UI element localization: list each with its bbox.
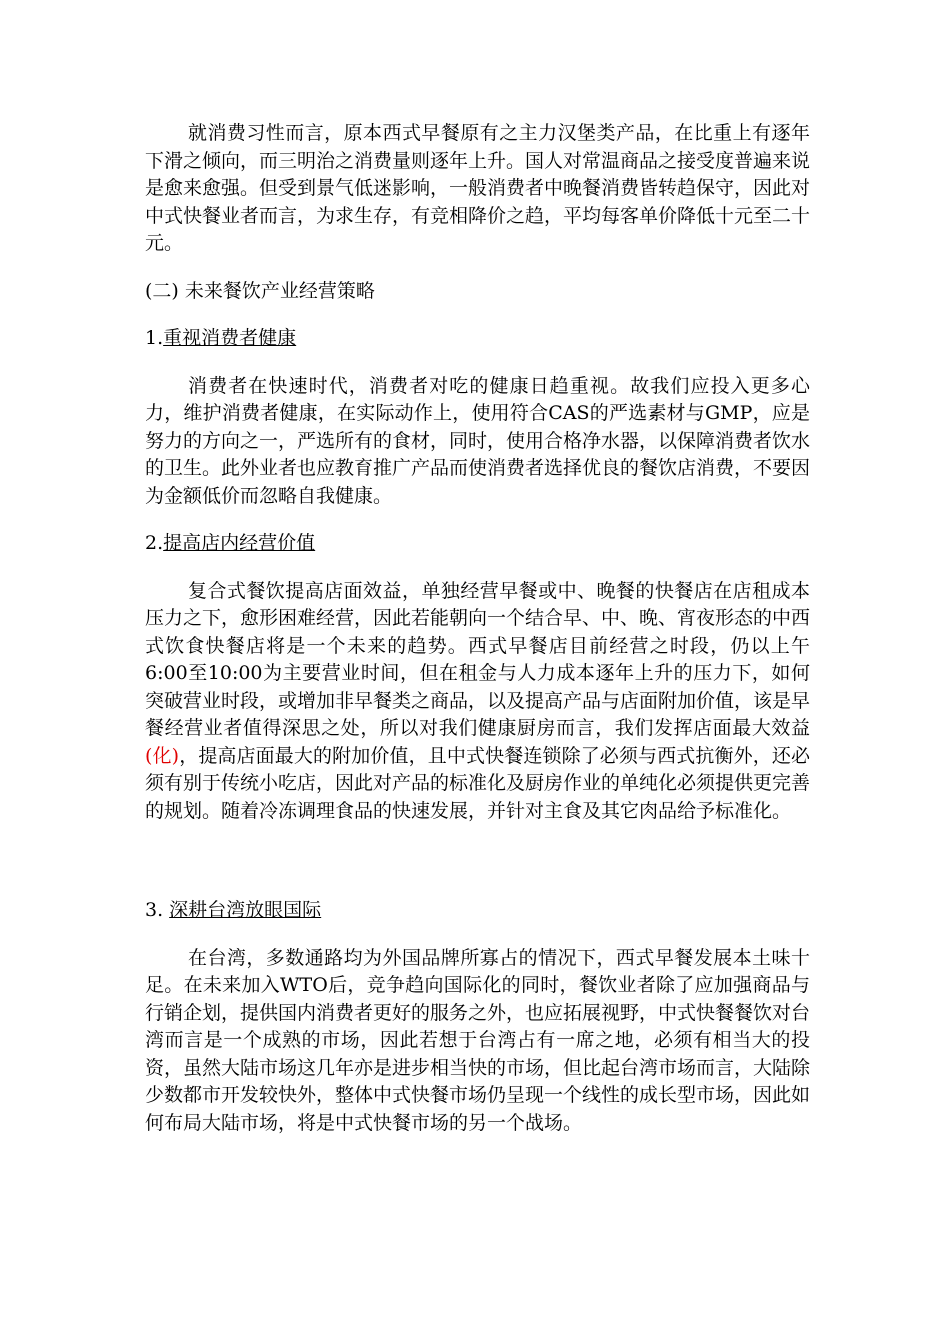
paragraph-consumer-health: 消费者在快速时代，消费者对吃的健康日趋重视。故我们应投入更多心力，维护消费者健康，在实际动作上，使用符合CAS的严选素材与GMP，应是努力的方向之一，严选所有的食材，同时，使用合格净水器，以保障消费者饮水的卫生。此外业者也应教育推广产品而使消费者选择优良的餐饮店消费，不要因为金额低价而忽略自我健康。 [145, 374, 811, 507]
highlighted-text: (化) [145, 744, 180, 767]
paragraph-consumption-habits: 就消费习性而言，原本西式早餐原有之主力汉堡类产品，在比重上有逐年下滑之倾向，而三明治之消费量则逐年上升。国人对常温商品之接受度普遍来说是愈来愈强。但受到景气低迷影响，一般消费者中晚餐消费皆转趋保守，因此对中式快餐业者而言，为求生存，有竞相降价之趋，平均每客单价降低十元至二十元。 [145, 122, 811, 254]
heading-1-title: 重视消费者健康 [163, 327, 297, 349]
heading-3-title: 深耕台湾放眼国际 [169, 899, 322, 921]
heading-3 [145, 897, 810, 925]
heading-2-title: 提高店内经营价值 [163, 532, 316, 554]
heading-2 [145, 530, 810, 558]
document-page [145, 120, 810, 1137]
heading-1 [145, 325, 810, 353]
heading-1-number: 1. [145, 327, 164, 349]
heading-2-number: 2. [145, 532, 164, 554]
paragraph-taiwan-international: 在台湾，多数通路均为外国品牌所寡占的情况下，西式早餐发展本土味十足。在未来加入WTO后，竞争趋向国际化的同时，餐饮业者除了应加强商品与行销企划，提供国内消费者更好的服务之外，也应拓展视野，中式快餐餐饮对台湾而言是一个成熟的市场，因此若想于台湾占有一席之地，必须有相当大的投资，虽然大陆市场这几年亦是进步相当快的市场，但比起台湾市场而言，大陆除少数都市开发较快外，整体中式快餐市场仍呈现一个线性的成长型市场，因此如何布局大陆市场，将是中式快餐市场的另一个战场。 [145, 946, 811, 1134]
paragraph-store-value [145, 578, 810, 826]
paragraph-store-value-part-b: ，提高店面最大的附加价值，且中式快餐连锁除了必须与西式抗衡外，还必须有别于传统小吃店，因此对产品的标准化及厨房作业的单纯化必须提供更完善的规划。随着冷冻调理食品的快速发展，并针对主食及其它肉品给予标准化。 [145, 744, 811, 822]
section-title: (二) 未来餐饮产业经营策略 [145, 279, 375, 302]
paragraph-store-value-part-a: 复合式餐饮提高店面效益，单独经营早餐或中、晚餐的快餐店在店租成本压力之下，愈形困难经营，因此若能朝向一个结合早、中、晚、宵夜形态的中西式饮食快餐店将是一个未来的趋势。西式早餐店目前经营之时段，仍以上午6:00至10:00为主要营业时间，但在租金与人力成本逐年上升的压力下，如何突破营业时段，或增加非早餐类之商品，以及提高产品与店面附加价值，该是早餐经营业者值得深思之处，所以对我们健康厨房而言，我们发挥店面最大效益 [145, 579, 811, 739]
heading-3-number: 3. [145, 899, 170, 921]
